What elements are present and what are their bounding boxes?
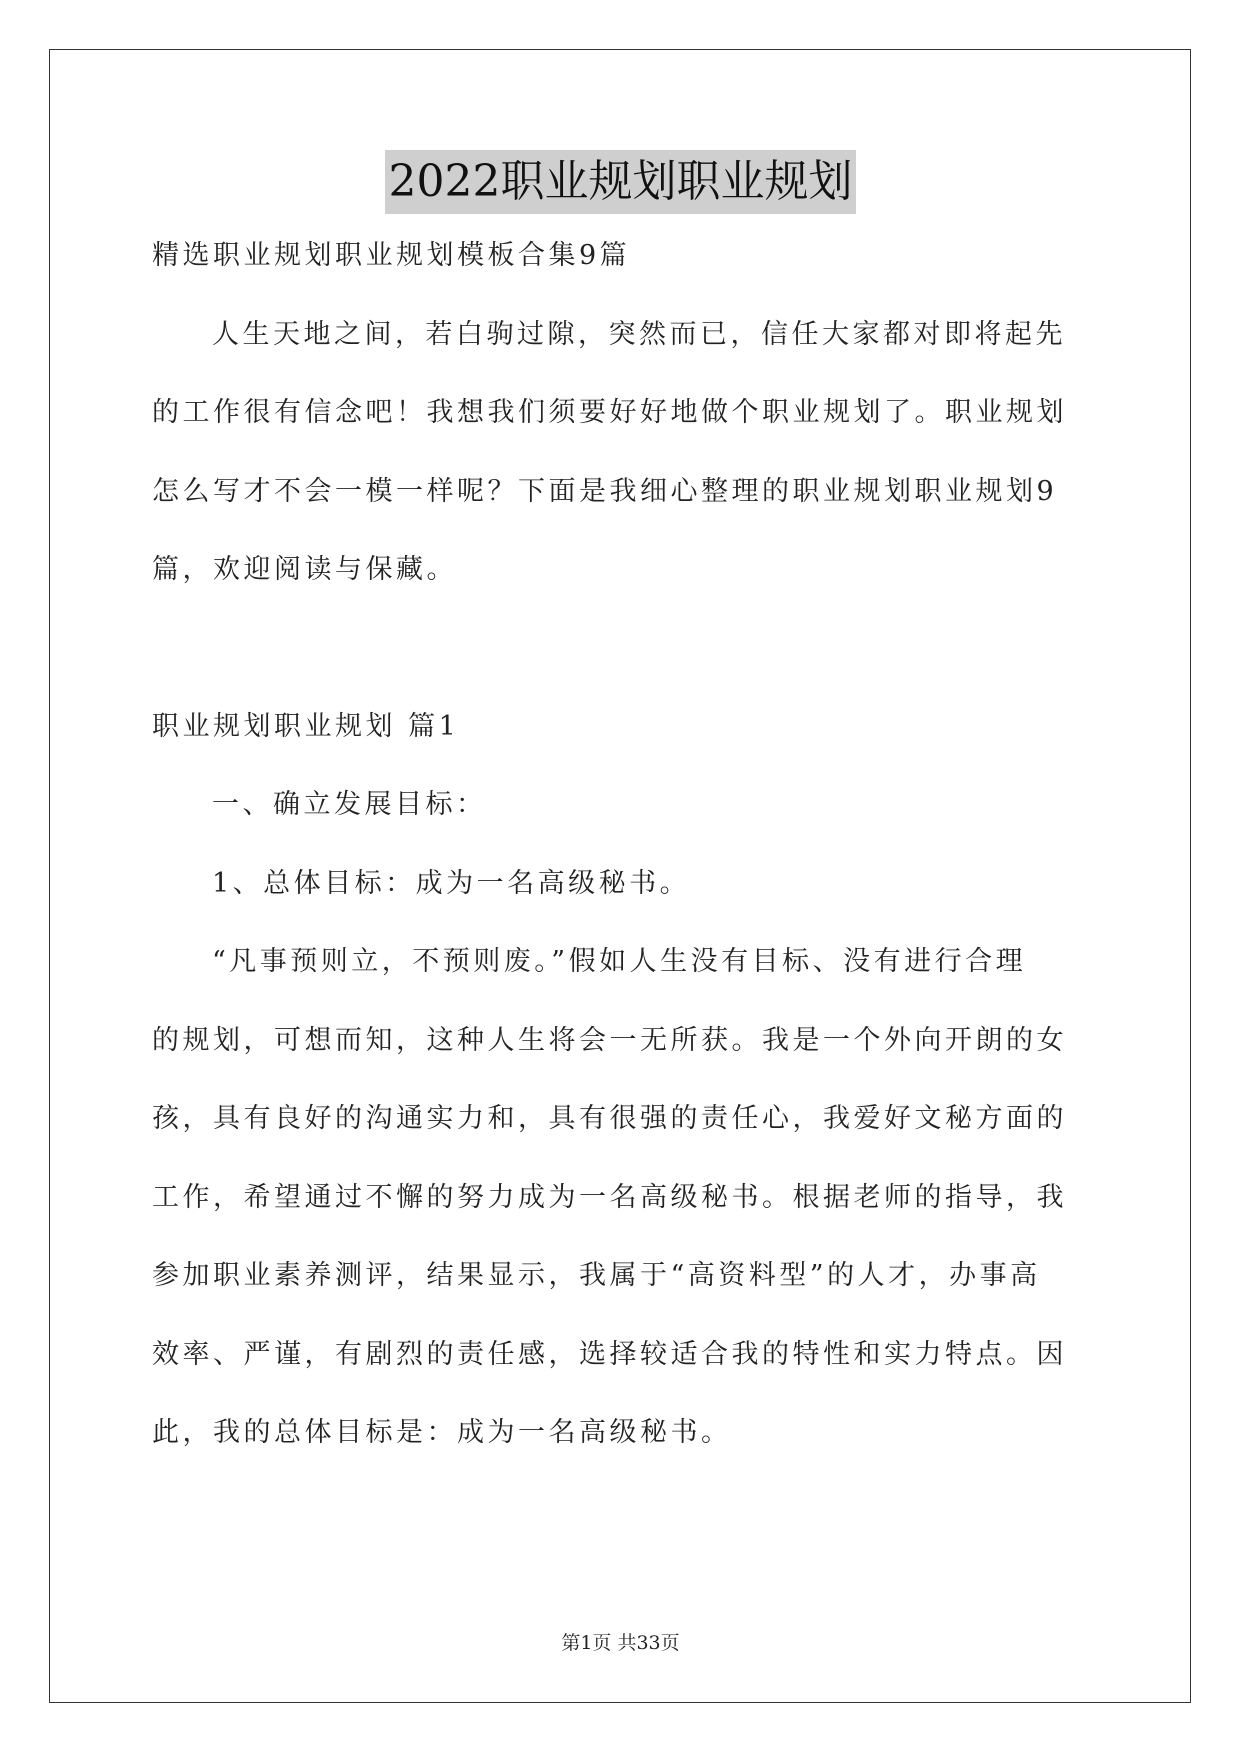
- document-title: 2022职业规划职业规划: [385, 150, 857, 214]
- intro-paragraph-line: 篇，欢迎阅读与保藏。: [152, 554, 457, 585]
- body-paragraph-line: 此，我的总体目标是：成为一名高级秘书。: [152, 1417, 732, 1448]
- intro-paragraph-line: 的工作很有信念吧！我想我们须要好好地做个职业规划了。职业规划: [152, 397, 1067, 428]
- subheading: 一、确立发展目标：: [212, 789, 487, 820]
- body-paragraph-line: 的规划，可想而知，这种人生将会一无所获。我是一个外向开朗的女: [152, 1024, 1067, 1056]
- item-heading: 1、总体目标：成为一名高级秘书。: [212, 867, 691, 899]
- body-paragraph-line: 孩，具有良好的沟通实力和，具有很强的责任心，我爱好文秘方面的: [152, 1103, 1067, 1134]
- body-paragraph-line: 参加职业素养测评，结果显示，我属于“高资料型”的人才，办事高: [152, 1260, 1041, 1291]
- section-heading: 职业规划职业规划 篇1: [152, 710, 460, 742]
- body-paragraph-line: “凡事预则立，不预则废。”假如人生没有目标、没有进行合理: [212, 946, 1027, 977]
- document-subtitle: 精选职业规划职业规划模板合集9篇: [152, 240, 631, 271]
- body-paragraph-line: 工作，希望通过不懈的努力成为一名高级秘书。根据老师的指导，我: [152, 1181, 1067, 1213]
- intro-paragraph-line: 怎么写才不会一模一样呢？下面是我细心整理的职业规划职业规划9: [152, 475, 1058, 507]
- body-paragraph-line: 效率、严谨，有剧烈的责任感，选择较适合我的特性和实力特点。因: [152, 1338, 1067, 1370]
- document-title-container: [0, 150, 1241, 214]
- intro-paragraph-line: 人生天地之间，若白驹过隙，突然而已，信任大家都对即将起先: [212, 318, 1066, 350]
- document-body: [152, 234, 1092, 1490]
- page-number-footer: 第1页 共33页: [561, 1632, 680, 1654]
